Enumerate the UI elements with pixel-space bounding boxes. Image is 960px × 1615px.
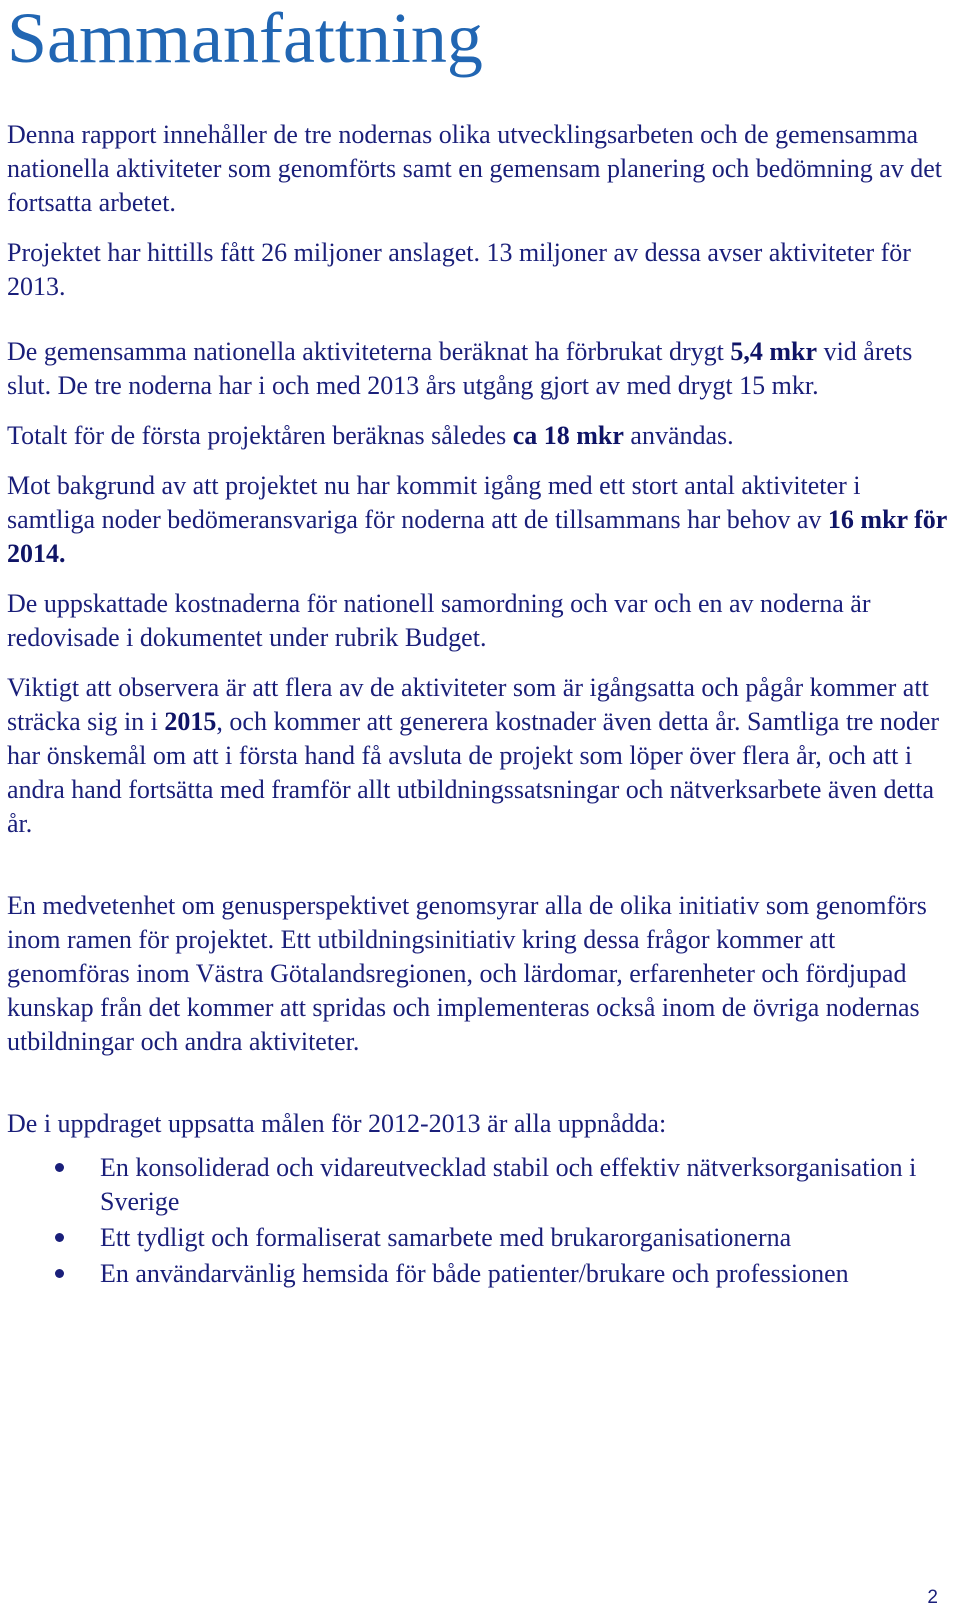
paragraph-funding: Projektet har hittills fått 26 miljoner anslaget. 13 miljoner av dessa avser aktiviteter för 2013. [7,238,911,301]
highlight-year: 2015 [164,707,217,736]
paragraph-gender-perspective: En medvetenhet om genusperspektivet genomsyrar alla de olika initiativ som genomförs inom ramen för projektet. Ett utbildningsinitiativ kring dessa frågor kommer att genomföras inom Västra Götalandsregionen, och lärdomar, erfarenheter och fördjupad kunskap från det kommer att spridas och implementeras också inom de övriga nodernas utbildningar och andra aktiviteter. [7,891,927,1056]
page-title: Sammanfattning [7,0,483,78]
highlight-amount: 5,4 mkr [730,337,818,366]
paragraph-needs-2014: Mot bakgrund av att projektet nu har kommit igång med ett stort antal aktiviteter i samtliga noder bedömeransvariga för noderna att de tillsammans har behov av 16 mkr för 2014. [7,471,947,568]
highlight-amount: ca 18 mkr [512,421,624,450]
page-number: 2 [927,1587,938,1608]
list-item: Ett tydligt och formaliserat samarbete med brukarorganisationerna [7,1221,952,1255]
paragraph-goals-intro: De i uppdraget uppsatta målen för 2012-2013 är alla uppnådda: [7,1109,667,1138]
list-item: En användarvänlig hemsida för både patienter/brukare och professionen [7,1257,952,1291]
paragraph-observation: Viktigt att observera är att flera av de aktiviteter som är igångsatta och pågår kommer att sträcka sig in i 2015, och kommer att generera kostnader även detta år. Samtliga tre noder har önskemål om att i första hand få avsluta de projekt som löper över flera år, och att i andra hand fortsätta med framför allt utbildningssatsningar och nätverksarbete även detta år. [7,673,940,838]
paragraph-budget-reference: De uppskattade kostnaderna för nationell samordning och var och en av noderna är redovisade i dokumentet under rubrik Budget. [7,589,871,652]
document-body [7,118,952,1293]
list-item: En konsoliderad och vidareutvecklad stabil och effektiv nätverksorganisation i Sverige [7,1151,952,1219]
paragraph-intro: Denna rapport innehåller de tre nodernas olika utvecklingsarbeten och de gemensamma nationella aktiviteter som genomförts samt en gemensam planering och bedömning av det fortsatta arbetet. [7,120,943,217]
paragraph-national-costs: De gemensamma nationella aktiviteterna beräknat ha förbrukat drygt 5,4 mkr vid årets slut. De tre noderna har i och med 2013 års utgång gjort av med drygt 15 mkr. [7,337,913,400]
highlight-amount: 16 mkr för 2014. [7,505,947,568]
paragraph-total: Totalt för de första projektåren beräknas således ca 18 mkr användas. [7,421,734,450]
goals-list [7,1151,952,1291]
